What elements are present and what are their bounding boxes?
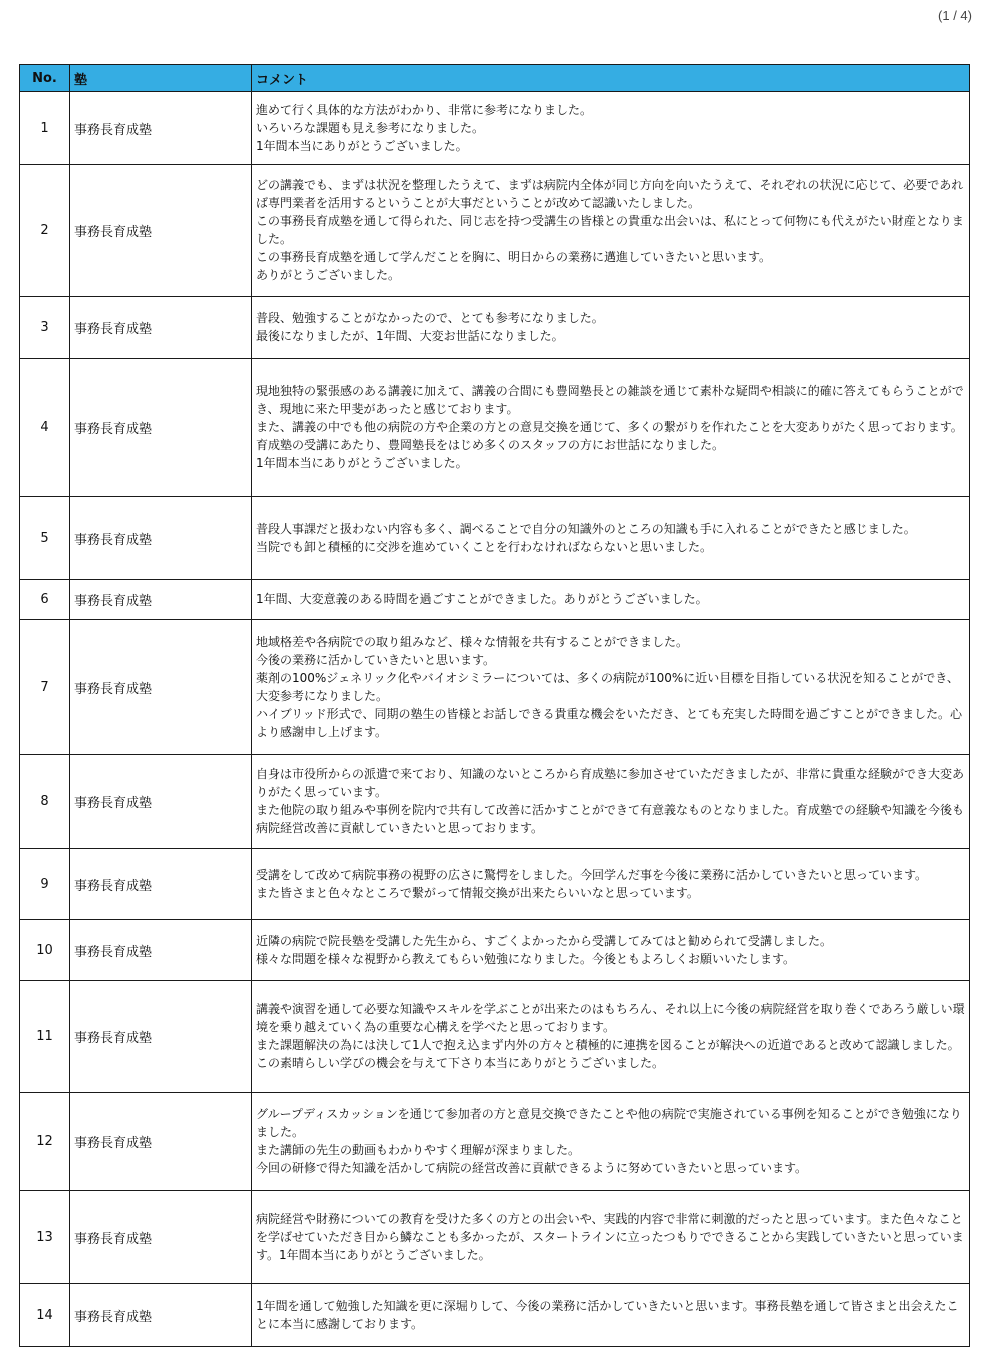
- comment-line: また講師の先生の動画もわかりやすく理解が深まりました。: [256, 1143, 581, 1157]
- comment-line: 当院でも卸と積極的に交渉を進めていくことを行わなければならないと思いました。: [256, 539, 713, 554]
- comment-line: 今回の研修で得た知識を活かして病院の経営改善に貢献できるように努めていきたいと思っています。: [256, 1161, 808, 1175]
- juku-name: 事務長育成塾: [70, 92, 252, 165]
- table-row: [20, 359, 970, 497]
- juku-name: 事務長育成塾: [70, 580, 252, 620]
- juku-name: 事務長育成塾: [70, 981, 252, 1093]
- comment-line: また他院の取り組みや事例を院内で共有して改善に活かすことができて有意義なものとなりました。育成塾での経験や知識を今後も病院経営改善に貢献していきたいと思っております。: [256, 803, 965, 835]
- table-row: [20, 1093, 970, 1191]
- table-row: [20, 849, 970, 920]
- row-number: 14: [20, 1284, 70, 1347]
- comment-line: 様々な問題を様々な視野から教えてもらい勉強になりました。今後ともよろしくお願いいたします。: [256, 951, 796, 966]
- comments-table: [19, 64, 970, 1347]
- row-number: 6: [20, 580, 70, 620]
- table-row: [20, 497, 970, 580]
- row-number: 9: [20, 849, 70, 920]
- row-number: 8: [20, 755, 70, 849]
- row-number: 11: [20, 981, 70, 1093]
- juku-name: 事務長育成塾: [70, 920, 252, 981]
- row-number: 7: [20, 620, 70, 755]
- comment-line: 1年間、大変意義のある時間を過ごすことができました。ありがとうございました。: [256, 592, 708, 606]
- page-indicator: (1 / 4): [938, 8, 972, 23]
- comment-line: どの講義でも、まずは状況を整理したうえて、まずは病院内全体が同じ方向を向いたうえて、それぞれの状況に応じて、必要であれば専門業者を活用するということが大事だということが改めて認識いたしました。: [256, 178, 964, 210]
- comment-cell: [252, 920, 970, 981]
- row-number: 12: [20, 1093, 70, 1191]
- comment-cell: [252, 92, 970, 165]
- comment-cell: [252, 849, 970, 920]
- comment-line: この素晴らしい学びの機会を与えて下さり本当にありがとうございました。: [256, 1056, 665, 1070]
- header-juku: 塾: [70, 65, 252, 92]
- table-row: [20, 580, 970, 620]
- juku-name: 事務長育成塾: [70, 755, 252, 849]
- comment-cell: [252, 359, 970, 497]
- comment-line: 受講をして改めて病院事務の視野の広さに驚愕をしました。今回学んだ事を今後に業務に活かしていきたいと思っています。: [256, 867, 928, 882]
- juku-name: 事務長育成塾: [70, 165, 252, 297]
- comment-line: いろいろな課題も見え参考になりました。: [256, 120, 485, 135]
- table-header-row: [20, 65, 970, 92]
- comment-line: 現地独特の緊張感のある講義に加えて、講義の合間にも豊岡塾長との雑談を通じて素朴な疑問や相談に的確に答えてもらうことができ、現地に来た甲斐があったと感じております。: [256, 384, 964, 416]
- comment-line: また課題解決の為には決して1人で抱え込まず内外の方々と積極的に連携を図ることが解決への近道であると改めて認識しました。: [256, 1038, 960, 1052]
- juku-name: 事務長育成塾: [70, 359, 252, 497]
- comment-line: この事務長育成塾を通して得られた、同じ志を持つ受講生の皆様との貴重な出会いは、私にとって何物にも代えがたい財産となりました。: [256, 214, 964, 246]
- comment-line: 育成塾の受講にあたり、豊岡塾長をはじめ多くのスタッフの方にお世話になりました。: [256, 438, 725, 452]
- table-row: [20, 92, 970, 165]
- comment-line: 自身は市役所からの派遣で来ており、知識のないところから育成塾に参加させていただきましたが、非常に貴重な経験ができ大変ありがたく思っています。: [256, 767, 965, 799]
- comment-line: 1年間本当にありがとうございました。: [256, 138, 468, 153]
- table-row: [20, 165, 970, 297]
- comment-cell: [252, 497, 970, 580]
- row-number: 5: [20, 497, 70, 580]
- juku-name: 事務長育成塾: [70, 297, 252, 359]
- comment-line: また、講義の中でも他の病院の方や企業の方との意見交換を通じて、多くの繋がりを作れたことを大変ありがたく思っております。: [256, 420, 963, 434]
- comment-line: また皆さまと色々なところで繋がって情報交換が出来たらいいなと思っています。: [256, 885, 699, 900]
- comment-cell: [252, 981, 970, 1093]
- row-number: 1: [20, 92, 70, 165]
- juku-name: 事務長育成塾: [70, 1093, 252, 1191]
- row-number: 2: [20, 165, 70, 297]
- table-row: [20, 620, 970, 755]
- row-number: 3: [20, 297, 70, 359]
- row-number: 4: [20, 359, 70, 497]
- comment-cell: [252, 165, 970, 297]
- comment-line: 近隣の病院で院長塾を受講した先生から、すごくよかったから受講してみてはと勧められて受講しました。: [256, 933, 833, 948]
- juku-name: 事務長育成塾: [70, 849, 252, 920]
- header-no: No.: [20, 65, 70, 92]
- header-comment: コメント: [252, 65, 970, 92]
- comment-line: 病院経営や財務についての教育を受けた多くの方との出会いや、実践的内容で非常に刺激的だったと思っています。また色々なことを学ばせていただき目から鱗なことも多かったが、スタートラインに立ったつもりでできることから実践していきたいと思っています。1年間本当にありがとうございました。: [256, 1211, 964, 1262]
- comment-cell: [252, 1191, 970, 1284]
- comment-line: ハイブリッド形式で、同期の塾生の皆様とお話しできる貴重な機会をいただき、とても充実した時間を過ごすことができました。心より感謝申し上げます。: [256, 706, 962, 739]
- table-row: [20, 981, 970, 1093]
- comment-line: 普段人事課だと扱わない内容も多く、調べることで自分の知識外のところの知識も手に入れることができたと感じました。: [256, 521, 916, 536]
- comment-line: 進めて行く具体的な方法がわかり、非常に参考になりました。: [256, 102, 593, 117]
- table-row: [20, 1191, 970, 1284]
- row-number: 10: [20, 920, 70, 981]
- comment-line: 今後の業務に活かしていきたいと思います。: [256, 652, 496, 667]
- juku-name: 事務長育成塾: [70, 1284, 252, 1347]
- comment-line: 1年間本当にありがとうございました。: [256, 456, 468, 470]
- table-row: [20, 920, 970, 981]
- juku-name: 事務長育成塾: [70, 1191, 252, 1284]
- table-row: [20, 1284, 970, 1347]
- comment-cell: [252, 1093, 970, 1191]
- table-row: [20, 755, 970, 849]
- comment-cell: [252, 620, 970, 755]
- comment-cell: [252, 297, 970, 359]
- comment-line: グループディスカッションを通じて参加者の方と意見交換できたことや他の病院で実施されている事例を知ることができ勉強になりました。: [256, 1107, 962, 1139]
- comment-line: ありがとうございました。: [256, 268, 401, 282]
- table-row: [20, 297, 970, 359]
- comment-line: 最後になりましたが、1年間、大変お世話になりました。: [256, 329, 564, 343]
- comment-line: この事務長育成塾を通して学んだことを胸に、明日からの業務に邁進していきたいと思います。: [256, 250, 772, 264]
- comment-line: 地域格差や各病院での取り組みなど、様々な情報を共有することができました。: [256, 634, 689, 649]
- row-number: 13: [20, 1191, 70, 1284]
- juku-name: 事務長育成塾: [70, 620, 252, 755]
- comment-line: 1年間を通して勉強した知識を更に深堀りして、今後の業務に活かしていきたいと思います。事務長塾を通して皆さまと出会えたことに本当に感謝しております。: [256, 1298, 959, 1331]
- comment-cell: [252, 580, 970, 620]
- comment-line: 講義や演習を通して必要な知識やスキルを学ぶことが出来たのはもちろん、それ以上に今後の病院経営を取り巻くであろう厳しい環境を乗り越えていく為の重要な心構えを学べたと思っております。: [256, 1002, 965, 1034]
- comment-line: 普段、勉強することがなかったので、とても参考になりました。: [256, 311, 604, 325]
- juku-name: 事務長育成塾: [70, 497, 252, 580]
- comment-cell: [252, 1284, 970, 1347]
- comment-line: 薬剤の100%ジェネリック化やバイオシミラーについては、多くの病院が100%に近い目標を目指している状況を知ることができ、大変参考になりました。: [256, 670, 959, 703]
- comment-cell: [252, 755, 970, 849]
